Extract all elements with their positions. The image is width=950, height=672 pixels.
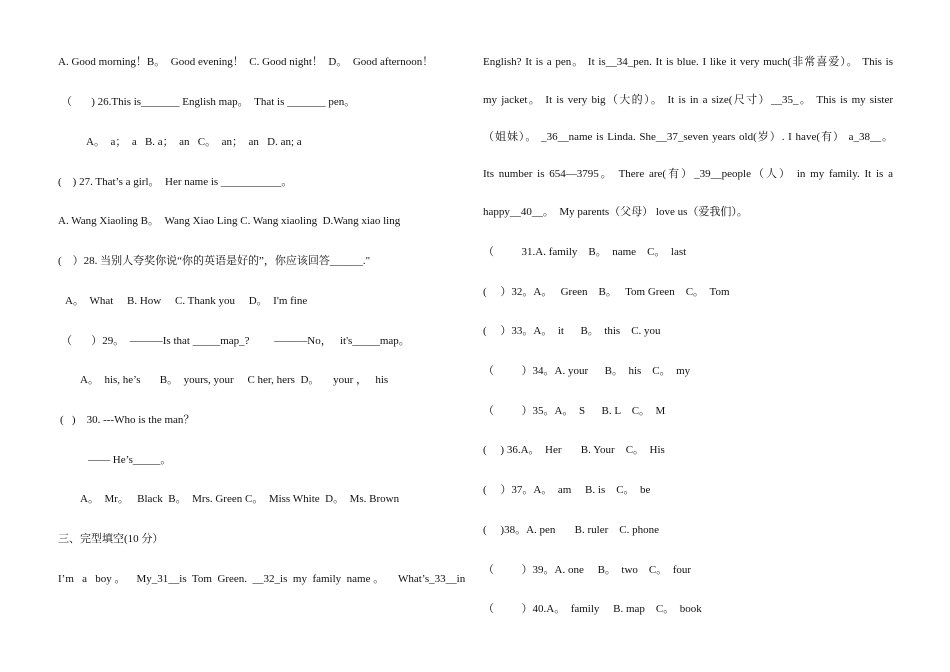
cloze-line-3: my jacket。 It is very big（大的）。 It is in a size(尺寸）__35_。 This is my sister [483, 94, 893, 106]
question-31: （ 31.A. family B。 name C。 last [483, 246, 687, 258]
cloze-line-5: Its number is 654—3795。 There are(有）_39__people（人） in my family. It is a [483, 168, 893, 180]
q30-options: A。 Mr。 Black B。 Mrs. Green C。 Miss White D。 Ms. Brown [80, 493, 400, 505]
q28-options: A。 What B. How C. Thank you D。 I'm fine [65, 295, 308, 307]
question-26: （ ) 26.This is_______ English map。 That is _______ pen。 [61, 96, 356, 108]
cloze-line-1: I’m a boy 。 My_31__is Tom Green. __32_is my family name 。 What’s_33__in [58, 573, 466, 585]
question-30: ( ) 30. ---Who is the man？ [60, 414, 195, 426]
section-title: 三、完型填空(10 分） [58, 533, 164, 545]
cloze-line-2: English? It is a pen。 It is__34_pen. It is blue. I like it very much(非常喜爱）。 This is [483, 56, 893, 68]
question-28: ( ）28. 当别人夸奖你说“你的英语是好的”，你应该回答______." [58, 255, 371, 267]
question-39: （ ）39。A. one B。 two C。 four [483, 564, 692, 576]
q25-options: A. Good morning！B。 Good evening！ C. Good night！ D。 Good afternoon！ [58, 56, 434, 68]
question-34: （ ）34。A. your B。 his C。 my [483, 365, 691, 377]
cloze-line-6: happy__40__。 My parents（父母） love us（爱我们）。 [483, 206, 748, 218]
question-33: ( ）33。A。 it B。 this C. you [483, 325, 661, 337]
question-36: ( ) 36.A。 Her B. Your C。 His [483, 444, 665, 456]
question-32: ( ）32。A。 Green B。 Tom Green C。 Tom [483, 286, 730, 298]
cloze-line-4: （姐妹）。 _36__name is Linda. She__37_seven years old(岁）. I have(有） a_38__。 [483, 131, 893, 143]
q27-options: A. Wang Xiaoling B。 Wang Xiao Ling C. Wang xiaoling D.Wang xiao ling [58, 215, 401, 227]
question-38: ( )38。A. pen B. ruler C. phone [483, 524, 659, 536]
question-35: （ ）35。A。 S B. L C。 M [483, 405, 666, 417]
q29-options: A。 his, he’s B。 yours, your C her, hers D。 your ， his [80, 374, 389, 386]
question-37: ( ）37。A。 am B. is C。 be [483, 484, 651, 496]
q26-options: A。 a； a B. a； an C。 an； an D. an; a [86, 136, 302, 148]
question-40: （ ）40.A。 family B. map C。 book [483, 603, 702, 615]
q30-answer-line: —— He’s_____。 [88, 454, 172, 466]
question-29: （ ）29。 ———Is that _____map_? ———No， it's_____map。 [61, 335, 410, 347]
question-27: ( ) 27. That’s a girl。 Her name is ___________。 [58, 176, 293, 188]
